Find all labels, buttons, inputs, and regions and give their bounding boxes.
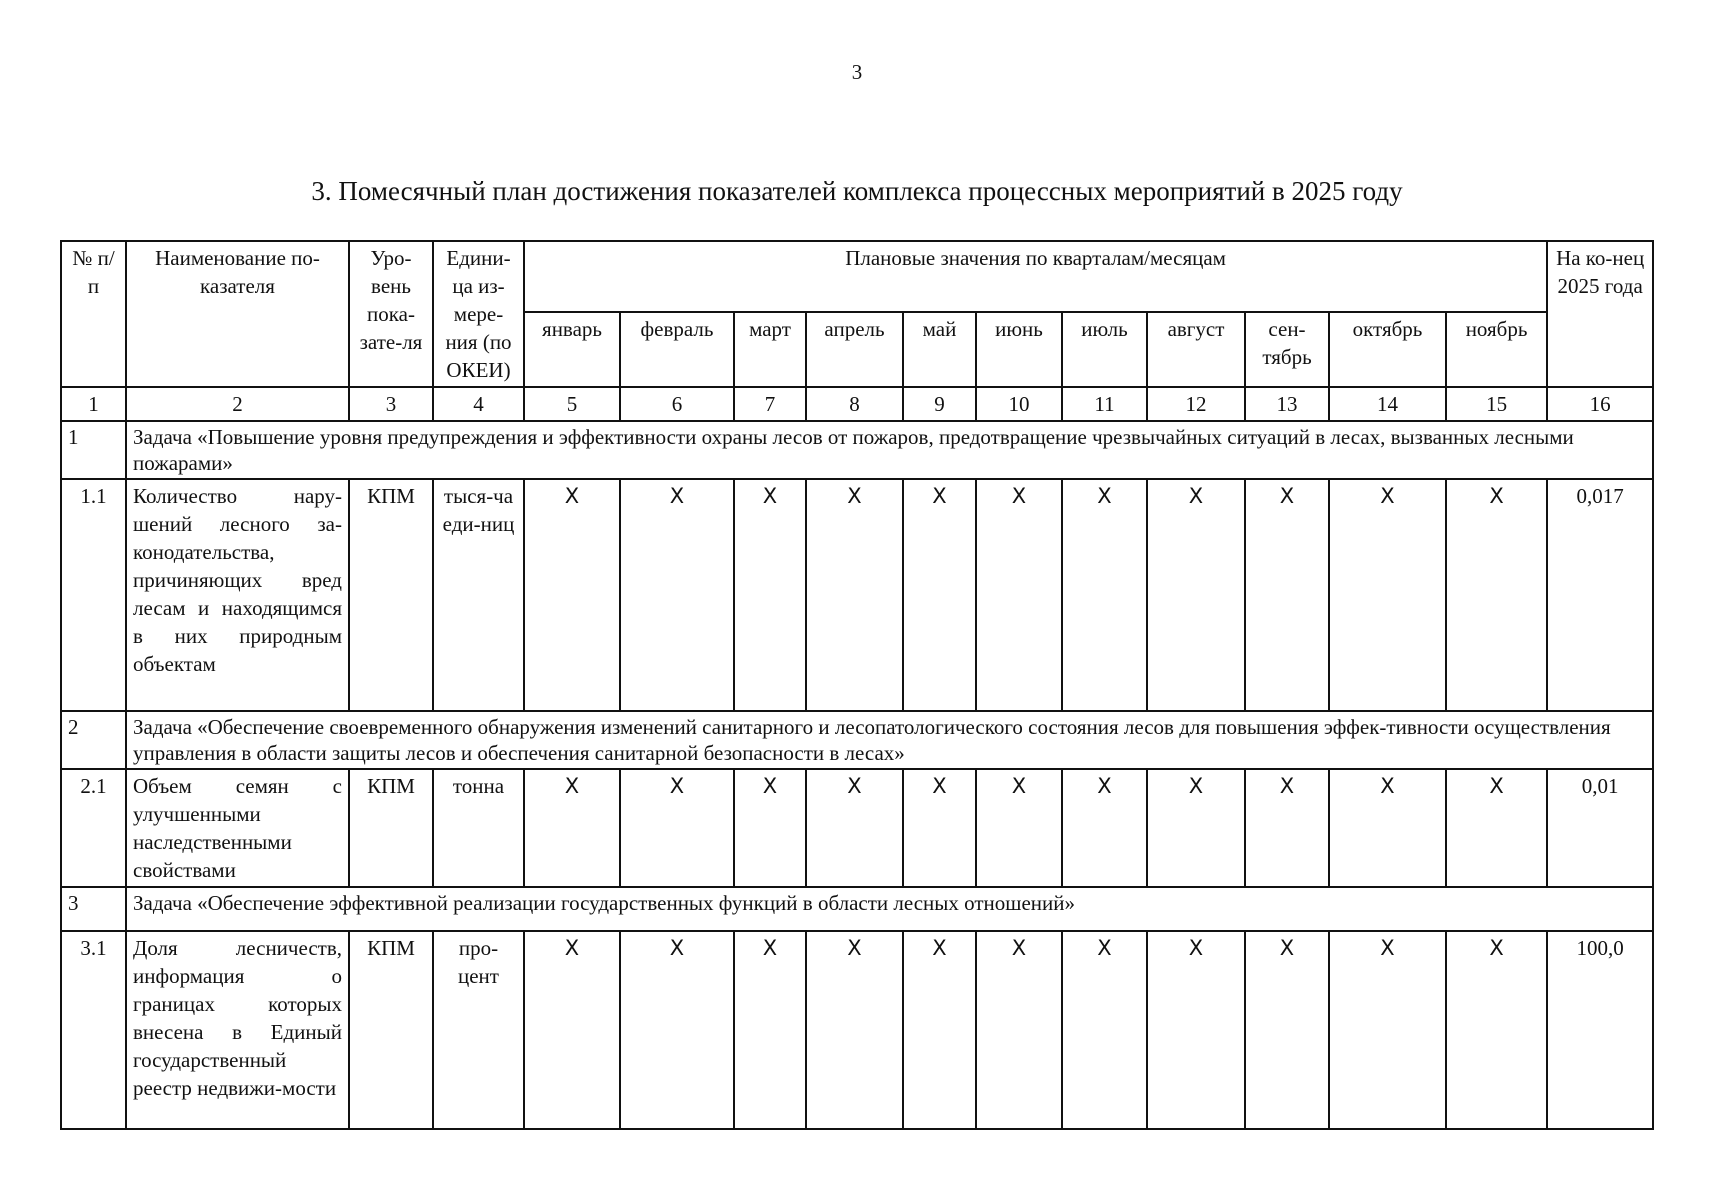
header-month: ноябрь: [1446, 312, 1547, 387]
task-title: Задача «Обеспечение своевременного обнаружения изменений санитарного и лесопатологического состояния лесов для повышения эффек-тивности осуществления управления в области защиты лесов и обеспечения санитарной безопасности в лесах»: [126, 711, 1653, 769]
month-value: X: [976, 769, 1062, 887]
task-title: Задача «Повышение уровня предупреждения и эффективности охраны лесов от пожаров, предотвращение чрезвычайных ситуаций в лесах, вызванных лесными пожарами»: [126, 421, 1653, 479]
month-value: X: [806, 769, 903, 887]
month-value: X: [1446, 931, 1547, 1129]
header-row-top: [61, 241, 1653, 312]
column-number: 4: [433, 387, 524, 421]
month-value: X: [620, 931, 734, 1129]
month-value: X: [524, 479, 620, 711]
column-number: 15: [1446, 387, 1547, 421]
month-value: X: [1329, 479, 1446, 711]
header-month: май: [903, 312, 976, 387]
month-value: X: [1147, 479, 1245, 711]
task-number: 3: [61, 887, 126, 931]
column-number: 9: [903, 387, 976, 421]
month-value: X: [734, 931, 806, 1129]
end-of-year-value: 100,0: [1547, 931, 1653, 1129]
column-number: 11: [1062, 387, 1147, 421]
indicator-number: 2.1: [61, 769, 126, 887]
task-row: [61, 421, 1653, 479]
month-value: X: [1446, 769, 1547, 887]
month-value: X: [524, 769, 620, 887]
month-value: X: [806, 479, 903, 711]
end-of-year-value: 0,017: [1547, 479, 1653, 711]
task-row: [61, 711, 1653, 769]
month-value: X: [976, 931, 1062, 1129]
month-value: X: [1062, 769, 1147, 887]
month-value: X: [1147, 769, 1245, 887]
indicator-unit: тыся-ча еди-ниц: [433, 479, 524, 711]
end-of-year-value: 0,01: [1547, 769, 1653, 887]
month-value: X: [1446, 479, 1547, 711]
header-plan-values: Плановые значения по кварталам/месяцам: [524, 241, 1547, 312]
indicator-name: Количество нару-шений лесного за-конодательства, причиняющих вред лесам и находящимся в них природным объектам: [126, 479, 349, 711]
month-value: X: [903, 769, 976, 887]
column-number: 16: [1547, 387, 1653, 421]
column-number: 1: [61, 387, 126, 421]
indicator-number: 1.1: [61, 479, 126, 711]
indicator-row: [61, 931, 1653, 1129]
column-number: 10: [976, 387, 1062, 421]
indicator-level: КПМ: [349, 479, 433, 711]
task-row: [61, 887, 1653, 931]
task-title: Задача «Обеспечение эффективной реализации государственных функций в области лесных отношений»: [126, 887, 1653, 931]
column-numbers-row: [61, 387, 1653, 421]
header-month: апрель: [806, 312, 903, 387]
header-month: сен-тябрь: [1245, 312, 1329, 387]
header-month: октябрь: [1329, 312, 1446, 387]
page-title: 3. Помесячный план достижения показателей комплекса процессных мероприятий в 2025 году: [311, 176, 1403, 206]
column-number: 2: [126, 387, 349, 421]
header-month: июнь: [976, 312, 1062, 387]
indicator-row: [61, 479, 1653, 711]
month-value: X: [620, 479, 734, 711]
month-value: X: [1147, 931, 1245, 1129]
header-month: февраль: [620, 312, 734, 387]
header-num: № п/п: [61, 241, 126, 387]
month-value: X: [734, 479, 806, 711]
monthly-plan-table: [60, 240, 1654, 1130]
column-number: 13: [1245, 387, 1329, 421]
column-number: 3: [349, 387, 433, 421]
page-number: 3: [851, 60, 863, 84]
month-value: X: [1245, 479, 1329, 711]
header-month: июль: [1062, 312, 1147, 387]
header-month: март: [734, 312, 806, 387]
indicator-name: Объем семян с улучшенными наследственными свойствами: [126, 769, 349, 887]
month-value: X: [903, 479, 976, 711]
header-level: Уро-вень пока-зате-ля: [349, 241, 433, 387]
month-value: X: [734, 769, 806, 887]
month-value: X: [1062, 479, 1147, 711]
column-number: 5: [524, 387, 620, 421]
indicator-unit: тонна: [433, 769, 524, 887]
indicator-name: Доля лесничеств, информация о границах которых внесена в Единый государственный реестр недвижи-мости: [126, 931, 349, 1129]
column-number: 12: [1147, 387, 1245, 421]
column-number: 8: [806, 387, 903, 421]
task-number: 1: [61, 421, 126, 479]
indicator-number: 3.1: [61, 931, 126, 1129]
month-value: X: [1329, 769, 1446, 887]
month-value: X: [903, 931, 976, 1129]
indicator-level: КПМ: [349, 931, 433, 1129]
month-value: X: [524, 931, 620, 1129]
header-indicator-name: Наименование по-казателя: [126, 241, 349, 387]
month-value: X: [1245, 769, 1329, 887]
header-unit: Едини-ца из-мере-ния (по ОКЕИ): [433, 241, 524, 387]
month-value: X: [1062, 931, 1147, 1129]
task-number: 2: [61, 711, 126, 769]
indicator-row: [61, 769, 1653, 887]
column-number: 14: [1329, 387, 1446, 421]
month-value: X: [620, 769, 734, 887]
month-value: X: [806, 931, 903, 1129]
header-end-of-year: На ко-нец 2025 года: [1547, 241, 1653, 387]
header-month: январь: [524, 312, 620, 387]
header-month: август: [1147, 312, 1245, 387]
month-value: X: [1329, 931, 1446, 1129]
column-number: 6: [620, 387, 734, 421]
indicator-level: КПМ: [349, 769, 433, 887]
column-number: 7: [734, 387, 806, 421]
indicator-unit: про-цент: [433, 931, 524, 1129]
month-value: X: [976, 479, 1062, 711]
month-value: X: [1245, 931, 1329, 1129]
